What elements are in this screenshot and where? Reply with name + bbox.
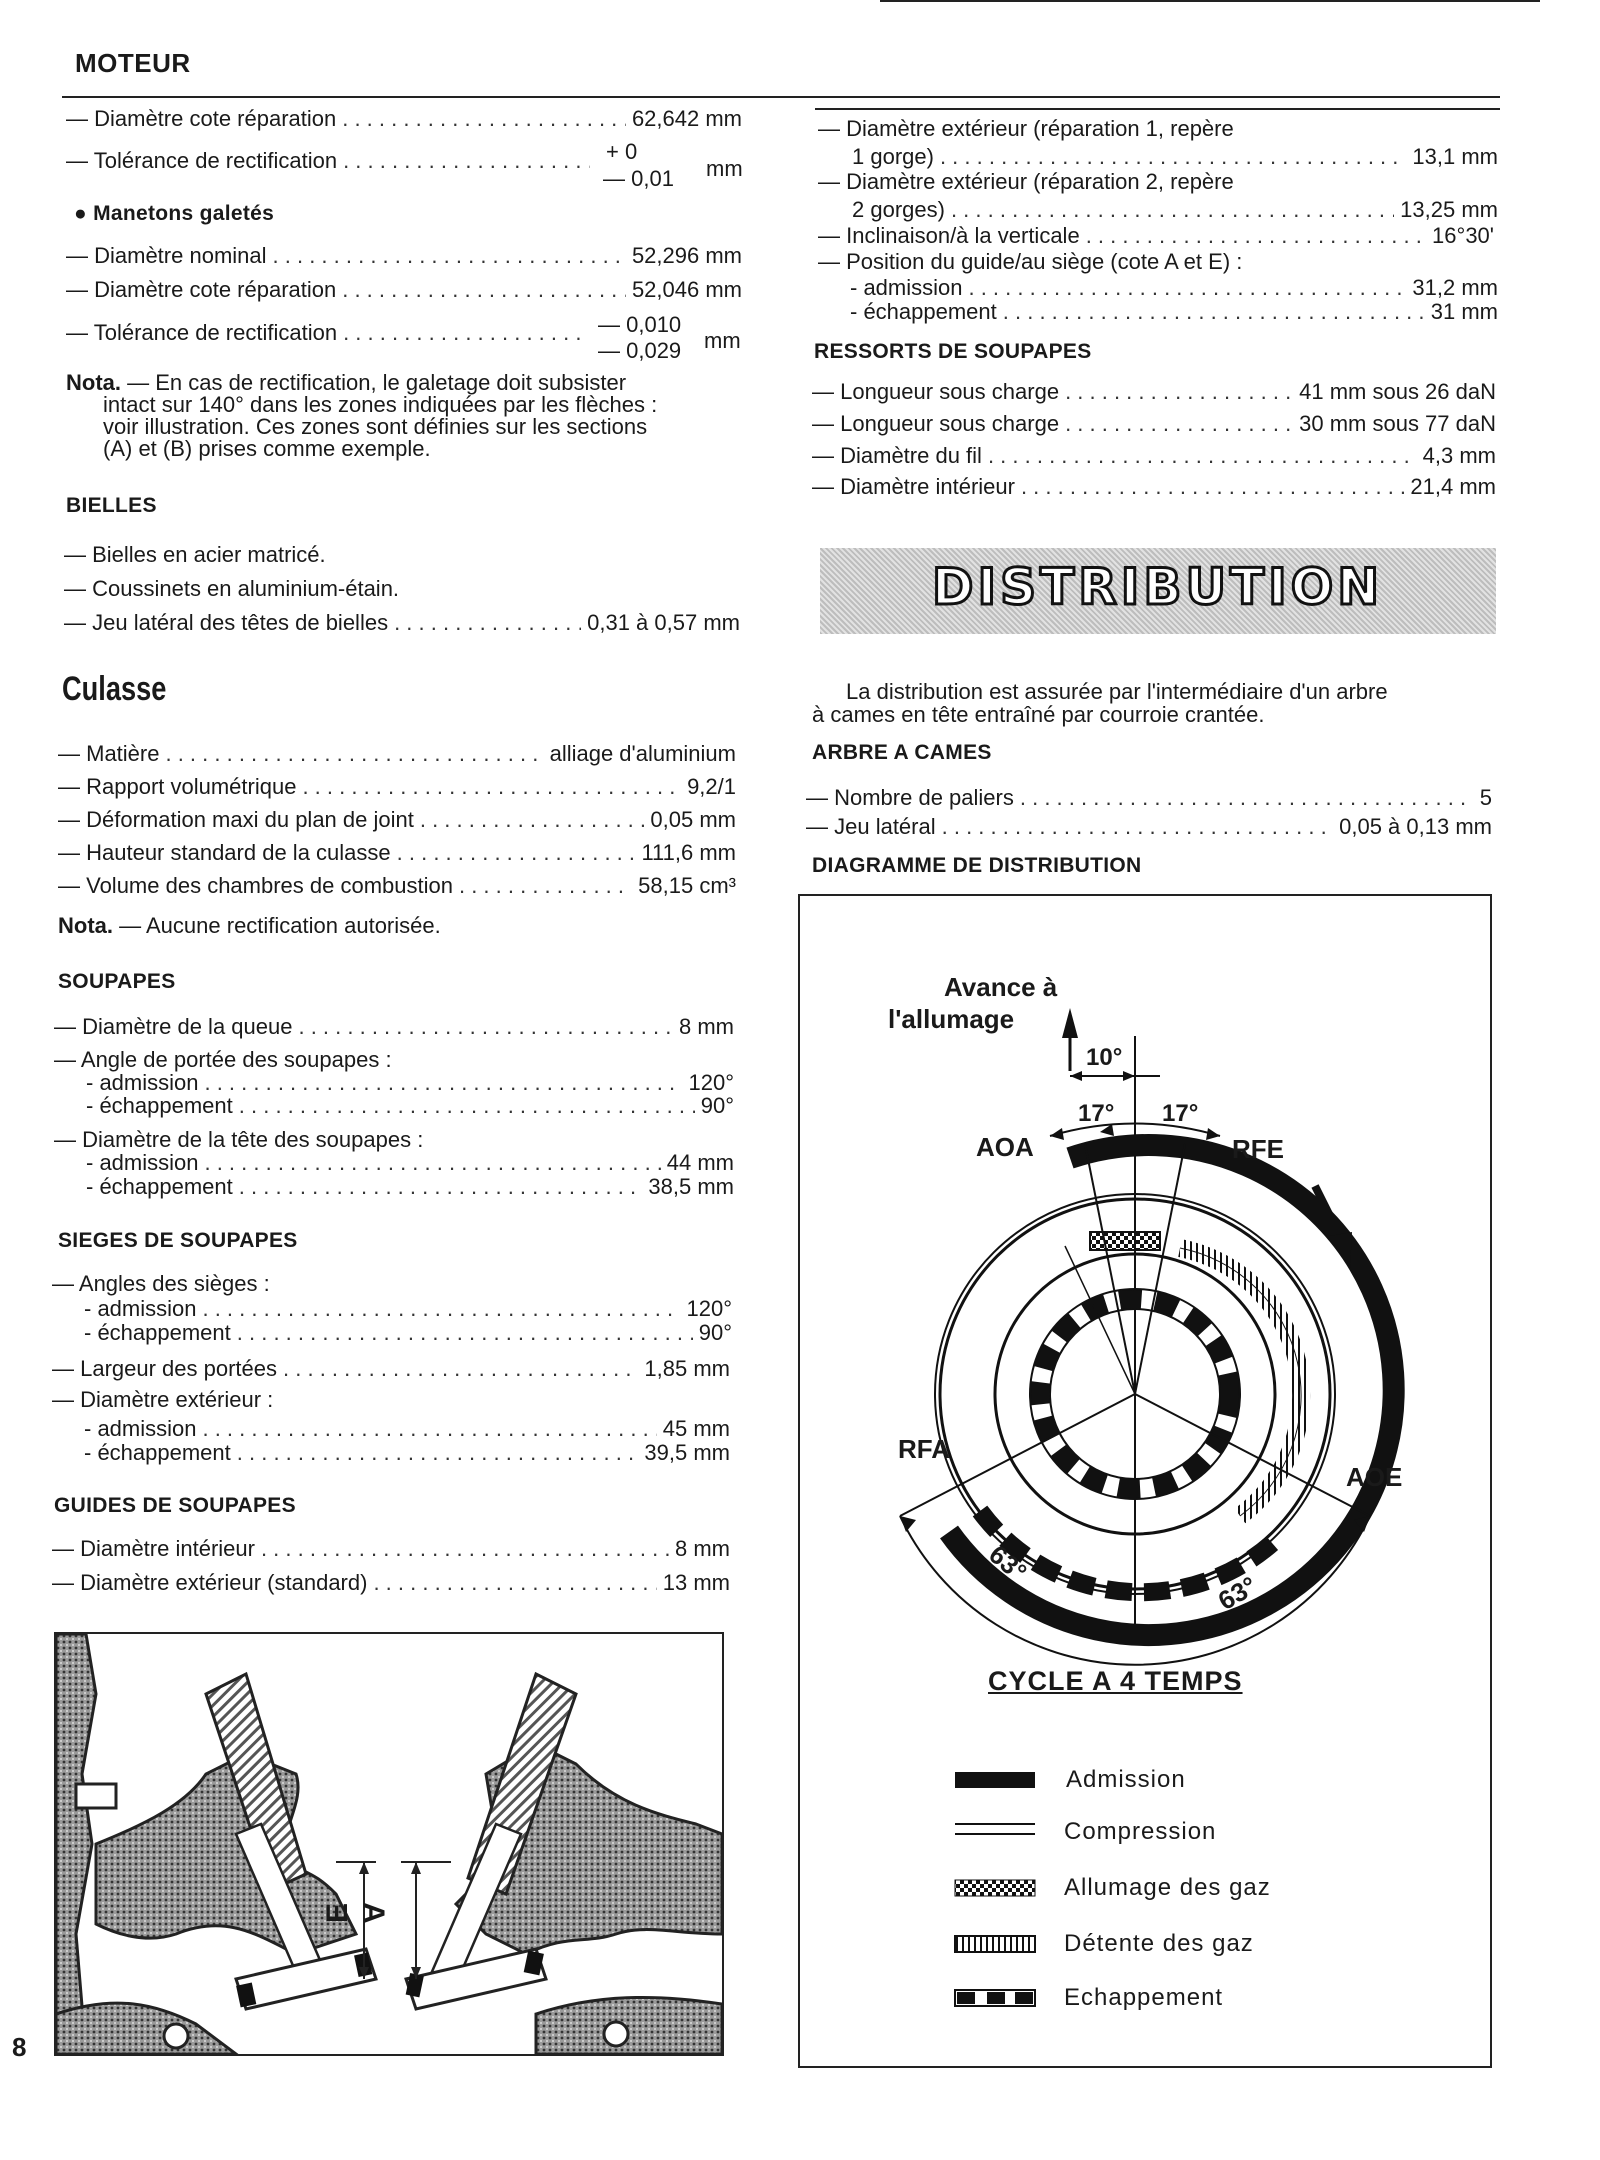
legend-label-allumage: Allumage des gaz [1064,1874,1271,1901]
label-angle-63b: 63° [1212,1570,1262,1616]
spec-row [52,1356,730,1382]
section-title-manetons: ● Manetons galetés [74,202,275,225]
sieges-angles-label: — Angles des sièges : [52,1271,270,1296]
leader-dots [1065,411,1293,437]
spec-row [54,1014,734,1040]
leader-dots [202,1416,656,1442]
spec-value: 39,5 mm [644,1440,730,1465]
leader-dots [459,873,632,899]
label-avance-line1: Avance à [944,972,1058,1002]
label-angle-17a: 17° [1078,1100,1115,1127]
spec-row [84,1296,732,1322]
leader-dots [343,320,580,346]
spec-value: 30 mm sous 77 daN [1299,411,1496,436]
spec-row [66,106,742,132]
legend-label-admission: Admission [1066,1766,1186,1793]
spec-row [818,223,1494,249]
leader-dots [239,1093,695,1119]
section-title-ressorts: RESSORTS DE SOUPAPES [814,340,1092,363]
leader-dots [968,275,1406,301]
distribution-intro-line: La distribution est assurée par l'intermédiaire d'un arbre [846,679,1388,704]
top-edge-rule [880,0,1540,2]
dimension-label-e: E [321,1902,355,1924]
nota-lead: Nota. [66,370,121,395]
leader-dots [343,148,590,174]
spec-value: 13,1 mm [1412,144,1498,169]
section-title-culasse: Culasse [62,670,167,708]
spec-label: — Déformation maxi du plan de joint [58,807,414,832]
spec-label: — Jeu latéral [806,814,936,839]
label-angle-17b: 17° [1162,1100,1199,1127]
distribution-intro-line: à cames en tête entraîné par courroie crantée. [812,702,1265,727]
leader-dots [1086,223,1426,249]
spec-value: 8 mm [675,1536,730,1561]
spec-label: - admission [84,1296,197,1321]
spec-value: 8 mm [679,1014,734,1039]
tolerance-top: — 0,010 [598,312,682,337]
spec-label: - admission [84,1416,197,1441]
leader-dots [1021,474,1404,500]
spec-value: 52,296 mm [631,243,742,268]
spec-row [806,814,1492,840]
spec-label: - échappement [86,1093,233,1118]
spec-label: — Diamètre intérieur [812,474,1015,499]
tolerance-unit: mm [704,328,741,353]
spec-label: — Jeu latéral des têtes de bielles [64,610,389,635]
tolerance-bottom: — 0,01 [603,166,674,191]
guide-line1: — Diamètre extérieur (réparation 2, repère [818,169,1234,194]
spec-label: — Diamètre intérieur [52,1536,255,1561]
leader-dots [237,1440,639,1466]
leader-dots [342,277,626,303]
spec-label: 1 gorge) [852,144,934,169]
section-title-arbre: ARBRE A CAMES [812,741,992,764]
soupapes-tete-label: — Diamètre de la tête des soupapes : [54,1127,424,1152]
leader-dots [239,1174,643,1200]
nota-line: — En cas de rectification, le galetage doit subsister [121,370,627,395]
label-angle-63a: 63° [983,1538,1033,1588]
tolerance-bottom: — 0,029 [598,338,682,363]
section-title-sieges: SIEGES DE SOUPAPES [58,1229,298,1252]
cylinder-head-drawing [56,1634,722,2054]
spec-value: 111,6 mm [641,840,736,865]
spec-row [58,741,736,767]
leader-dots [302,774,681,800]
spec-label: - échappement [84,1320,231,1345]
spec-value: 90° [700,1093,734,1118]
legend-label-echappement: Echappement [1064,1984,1224,2011]
spec-value: 45 mm [662,1416,730,1441]
spec-label: — Diamètre extérieur (standard) [52,1570,368,1595]
leader-dots [942,814,1334,840]
spec-label: — Diamètre nominal [66,243,267,268]
spec-label: — Diamètre de la queue [54,1014,293,1039]
leader-dots [165,741,543,767]
nota-line: (A) et (B) prises comme exemple. [103,436,431,461]
position-label: — Position du guide/au siège (cote A et E) : [818,249,1243,274]
spec-value: 4,3 mm [1422,443,1496,468]
spec-value: 31 mm [1430,299,1498,324]
spec-value: alliage d'aluminium [549,741,736,766]
cycle-title: CYCLE A 4 TEMPS [988,1666,1243,1696]
legend-swatch-admission [955,1772,1035,1788]
spec-value: 13,25 mm [1400,197,1498,222]
leader-dots [1003,299,1425,325]
spec-label: - échappement [850,299,997,324]
nota-line: voir illustration. Ces zones sont définies sur les sections [103,414,648,439]
leader-dots [1020,785,1474,811]
spec-value: 0,05 à 0,13 mm [1339,814,1492,839]
leader-dots [237,1320,693,1346]
spec-value: 13 mm [662,1570,730,1595]
spec-value: 44 mm [666,1150,734,1175]
legend-swatch-allumage [955,1880,1035,1896]
leader-dots [394,610,581,636]
spec-value: 120° [688,1070,734,1095]
spec-label: - admission [86,1070,199,1095]
spec-row [812,411,1496,437]
section-title-guides: GUIDES DE SOUPAPES [54,1494,296,1517]
spec-label: — Diamètre du fil [812,443,982,468]
spec-row [64,610,740,636]
leader-dots [397,840,636,866]
label-aoa: AOA [976,1132,1034,1162]
spec-label: — Hauteur standard de la culasse [58,840,391,865]
leader-dots [420,807,645,833]
spec-label: - échappement [86,1174,233,1199]
page-number: 8 [12,2032,27,2062]
spec-value: 5 [1479,785,1492,810]
spec-row [812,474,1496,500]
spec-value: 31,2 mm [1412,275,1498,300]
spec-row [812,379,1496,405]
spec-label: 2 gorges) [852,197,945,222]
section-title-soupapes: SOUPAPES [58,970,176,993]
leader-dots [273,243,626,269]
nota-paragraph [58,914,441,937]
spec-value: 90° [698,1320,732,1345]
spec-value: 120° [686,1296,732,1321]
label-angle-10: 10° [1086,1044,1123,1071]
legend-label-compression: Compression [1064,1818,1217,1845]
spec-row [850,299,1498,325]
label-rfe: RFE [1232,1134,1284,1164]
spec-label: - admission [86,1150,199,1175]
spec-label: — Matière [58,741,160,766]
spec-value: 1,85 mm [644,1356,730,1381]
leader-dots [951,197,1394,223]
leader-dots [204,1150,660,1176]
spec-label: — Diamètre cote réparation [66,106,337,131]
legend-swatch-detente [955,1936,1035,1952]
spec-row [66,243,742,269]
spec-row [66,320,586,346]
spec-label: — Rapport volumétrique [58,774,297,799]
spec-value: 52,046 mm [631,277,742,302]
spec-row [852,197,1498,223]
spec-label: — Tolérance de rectification [66,320,338,345]
spec-label: — Longueur sous charge [812,411,1060,436]
label-aoe: AOE [1346,1462,1403,1492]
label-avance-line2: l'allumage [888,1004,1015,1034]
header-rule [62,96,1500,98]
nota-line: intact sur 140° dans les zones indiquées par les flèches : [103,392,658,417]
spec-label: — Largeur des portées [52,1356,278,1381]
spec-label: — Volume des chambres de combustion [58,873,453,898]
page-header: MOTEUR [75,48,191,78]
bielles-line: — Coussinets en aluminium-étain. [64,576,400,601]
label-rfa: RFA [898,1434,950,1464]
spec-row [852,144,1498,170]
spec-row [812,443,1496,469]
spec-row [52,1536,730,1562]
distribution-banner-text: DISTRIBUTION [932,558,1384,616]
leader-dots [1065,379,1293,405]
spec-row [58,873,736,899]
spec-label: — Tolérance de rectification [66,148,338,173]
legend-label-detente: Détente des gaz [1064,1930,1254,1957]
spec-label: — Longueur sous charge [812,379,1060,404]
spec-row [58,774,736,800]
tolerance-top: + 0 [606,139,638,164]
leader-dots [283,1356,638,1382]
nota-line: — Aucune rectification autorisée. [113,913,441,938]
spec-value: 62,642 mm [631,106,742,131]
spec-value: 9,2/1 [687,774,736,799]
sieges-ext-label: — Diamètre extérieur : [52,1387,274,1412]
spec-row [84,1416,730,1442]
leader-dots [298,1014,673,1040]
spec-value: 58,15 cm³ [638,873,736,898]
spec-label: - échappement [84,1440,231,1465]
leader-dots [940,144,1406,170]
right-column-rule [815,108,1500,110]
spec-row [58,840,736,866]
spec-label: — Inclinaison/à la verticale [818,223,1080,248]
spec-value: 41 mm sous 26 daN [1299,379,1496,404]
spec-value: 38,5 mm [648,1174,734,1199]
spec-label: — Nombre de paliers [806,785,1014,810]
spec-label: — Diamètre cote réparation [66,277,337,302]
section-title-diagramme: DIAGRAMME DE DISTRIBUTION [812,854,1142,877]
leader-dots [373,1570,656,1596]
spec-row [86,1093,734,1119]
nota-paragraph [66,372,746,460]
spec-row [86,1174,734,1200]
guide-line1: — Diamètre extérieur (réparation 1, repère [818,116,1234,141]
distribution-banner [820,548,1496,634]
bielles-line: — Bielles en acier matricé. [64,542,326,567]
spec-row [84,1320,732,1346]
soupapes-angle-label: — Angle de portée des soupapes : [54,1047,392,1072]
spec-row [66,277,742,303]
cylinder-head-illustration [54,1632,724,2056]
spec-value: 16°30' [1432,223,1494,248]
spec-value: 0,31 à 0,57 mm [587,610,740,635]
section-title-bielles: BIELLES [66,494,157,517]
timing-diagram-box [798,894,1492,2068]
leader-dots [202,1296,680,1322]
spec-row [86,1150,734,1176]
spec-row [58,807,736,833]
leader-dots [342,106,626,132]
tolerance-unit: mm [706,156,743,181]
spec-row [850,275,1498,301]
spec-value: 0,05 mm [650,807,736,832]
spec-value: 21,4 mm [1410,474,1496,499]
dimension-label-a: A [356,1902,390,1924]
spec-row [806,785,1492,811]
nota-lead: Nota. [58,913,113,938]
leader-dots [261,1536,669,1562]
spec-row [84,1440,730,1466]
spec-row [52,1570,730,1596]
spec-row [66,148,596,174]
spec-label: - admission [850,275,963,300]
leader-dots [988,443,1417,469]
